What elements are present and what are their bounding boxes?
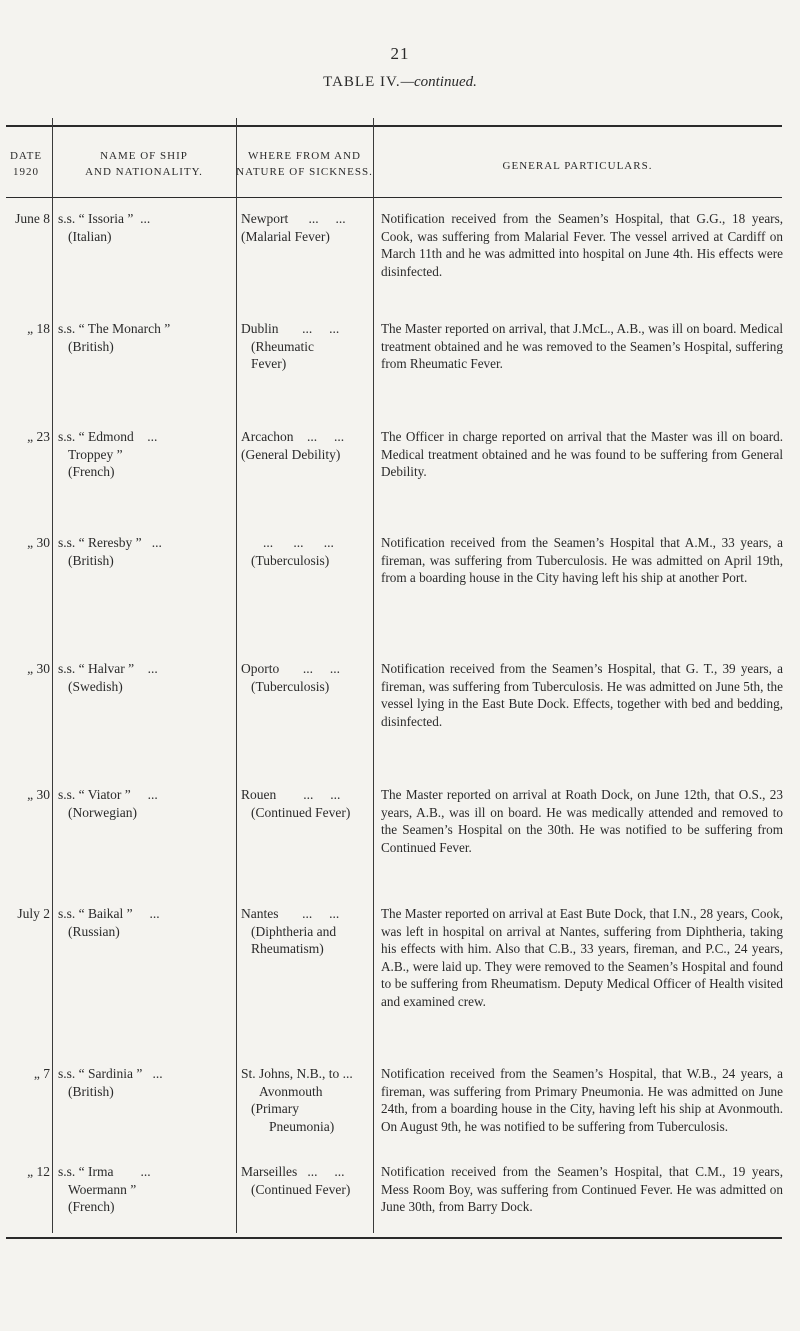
- header-ship: [52, 148, 236, 180]
- page-number: 21: [390, 44, 410, 63]
- sickness: (General Debility): [241, 446, 341, 462]
- header-date-line-2: 1920: [13, 166, 39, 178]
- where-to: Avonmouth: [259, 1083, 323, 1099]
- row-date: „ 23: [27, 429, 50, 444]
- row-particulars: Notification received from the Seamen’s Hospital, that C.M., 19 years, Mess Room Boy, was suffering from Continued Fever. He was admitted on June 30th, from Barry Dock.: [381, 1164, 783, 1214]
- sickness: (Continued Fever): [251, 804, 351, 820]
- row-date: „ 12: [27, 1164, 50, 1179]
- ship-name: s.s. “ The Monarch ”: [58, 321, 171, 336]
- sickness-cont: Pneumonia): [269, 1118, 335, 1134]
- sickness: (Rheumatic: [251, 338, 314, 354]
- where-from: ... ... ...: [263, 535, 334, 550]
- row-ship: [58, 1065, 234, 1100]
- row-ship: [58, 786, 234, 821]
- row-particulars: Notification received from the Seamen’s Hospital, that G. T., 39 years, a fireman, was suffering from Tuberculosis. He was admitted on June 5th, the vessel lying in the East Bute Dock. Effects, together with bed and bedding, disinfected.: [381, 661, 783, 729]
- row-where: [241, 1065, 371, 1135]
- row-particulars: Notification received from the Seamen’s Hospital, that G.G., 18 years, Cook, was suffering from Malarial Fever. The vessel arrived at Cardiff on March 11th and he was admitted into hospital on June 4th. His effects were disinfected.: [381, 211, 783, 279]
- ship-nationality: (French): [68, 464, 115, 479]
- ship-name: s.s. “ Issoria ” ...: [58, 211, 151, 226]
- row-date: „ 30: [27, 787, 50, 802]
- bottom-rule: [6, 1237, 782, 1239]
- row-date: June 8: [15, 211, 50, 226]
- where-from: Nantes ... ...: [241, 906, 340, 921]
- header-ship-line-1: NAME OF SHIP: [100, 150, 188, 162]
- column-divider-1: [52, 118, 53, 1233]
- where-from: Arcachon ... ...: [241, 429, 345, 444]
- row-date: „ 30: [27, 535, 50, 550]
- ship-name: s.s. “ Halvar ” ...: [58, 661, 158, 676]
- row-where: [241, 210, 371, 245]
- sickness: (Diphtheria and: [251, 923, 337, 939]
- row-ship: [58, 320, 234, 355]
- row-where: [241, 786, 371, 821]
- ship-name-cont: Woermann ”: [68, 1181, 137, 1197]
- header-where-line-1: WHERE FROM AND: [247, 150, 361, 162]
- ship-name-cont: Troppey ”: [68, 446, 123, 462]
- ship-nationality: (French): [68, 1199, 115, 1214]
- header-where-line-2: NATURE OF SICKNESS.: [236, 166, 373, 178]
- row-date: „ 18: [27, 321, 50, 336]
- row-particulars: Notification received from the Seamen’s Hospital that A.M., 33 years, a fireman, was suffering from Tuberculosis. He was admitted on April 19th, from a boarding house in the City having left his ship at another Port.: [381, 535, 783, 585]
- sickness: (Tuberculosis): [251, 552, 330, 568]
- ship-name: s.s. “ Edmond ...: [58, 429, 158, 444]
- column-divider-2: [236, 118, 237, 1233]
- where-from: Rouen ... ...: [241, 787, 341, 802]
- row-date: „ 30: [27, 661, 50, 676]
- table-title-text: TABLE IV.: [323, 74, 401, 90]
- ship-name: s.s. “ Viator ” ...: [58, 787, 158, 802]
- row-ship: [58, 210, 234, 245]
- sickness-cont: Rheumatism): [251, 941, 324, 956]
- row-particulars: The Master reported on arrival at Roath Dock, on June 12th, that O.S., 23 years, A.B., was ill on board. He was medically attended and removed to the Seamen’s Hospital on the 30th. He was notified to be suffering from Continued Fever.: [381, 787, 783, 855]
- ship-nationality: (British): [68, 338, 114, 354]
- where-from: Oporto ... ...: [241, 661, 340, 676]
- row-where: [241, 905, 371, 958]
- header-rule: [6, 197, 782, 198]
- where-from: Dublin ... ...: [241, 321, 340, 336]
- ship-nationality: (British): [68, 552, 114, 568]
- ship-nationality: (British): [68, 1083, 114, 1099]
- row-where: [241, 428, 371, 463]
- ship-nationality: (Italian): [68, 228, 112, 244]
- header-ship-line-2: AND NATIONALITY.: [85, 166, 203, 178]
- column-divider-3: [373, 118, 374, 1233]
- sickness: (Continued Fever): [251, 1181, 351, 1197]
- header-date-line-1: DATE: [9, 150, 43, 162]
- row-ship: [58, 534, 234, 569]
- row-particulars: Notification received from the Seamen’s Hospital, that W.B., 24 years, a fireman, was suffering from Primary Pneumonia. He was admitted on June 24th, from a boarding house in the City, having left his ship at Avonmouth. On August 9th, he was notified to be suffering from Tuberculosis.: [381, 1066, 783, 1134]
- header-date: [0, 148, 52, 180]
- where-from: Marseilles ... ...: [241, 1164, 345, 1179]
- ship-name: s.s. “ Irma ...: [58, 1164, 151, 1179]
- row-date: „ 7: [33, 1066, 50, 1081]
- ship-name: s.s. “ Reresby ” ...: [58, 535, 162, 550]
- row-date: July 2: [17, 906, 50, 921]
- row-ship: [58, 1163, 234, 1216]
- table-title-suffix: —continued.: [400, 74, 477, 90]
- row-where: [241, 1163, 371, 1198]
- top-rule: [6, 125, 782, 127]
- sickness-cont: Fever): [251, 356, 287, 371]
- where-from: St. Johns, N.B., to ...: [241, 1066, 353, 1081]
- row-where: [241, 660, 371, 695]
- sickness: (Malarial Fever): [241, 228, 330, 244]
- row-where: [241, 534, 371, 569]
- row-ship: [58, 660, 234, 695]
- header-where: [236, 148, 373, 180]
- ship-nationality: (Swedish): [68, 678, 123, 694]
- header-general: GENERAL PARTICULARS.: [502, 160, 653, 172]
- table-title: [0, 74, 800, 91]
- where-from: Newport ... ...: [241, 211, 346, 226]
- row-particulars: The Master reported on arrival, that J.McL., A.B., was ill on board. Medical treatment obtained and he was removed to the Seamen’s Hospital, suffering from Rheumatic Fever.: [381, 321, 783, 371]
- ship-name: s.s. “ Sardinia ” ...: [58, 1066, 163, 1081]
- row-particulars: The Officer in charge reported on arrival that the Master was ill on board. Medical treatment obtained and he was found to be suffering from General Debility.: [381, 429, 783, 479]
- row-where: [241, 320, 371, 373]
- row-ship: [58, 905, 234, 940]
- row-particulars: The Master reported on arrival at East Bute Dock, that I.N., 28 years, Cook, was left in hospital on arrival at Nantes, suffering from Diphtheria, taking his effects with him. Also that C.B., 33 years, fireman, and P.C., 24 years, A.B., were laid up. They were removed to the Seamen’s Hospital and found to be suffering from Rheumatism. Deputy Medical Officer of Health visited and examined crew.: [381, 906, 783, 1009]
- ship-name: s.s. “ Baikal ” ...: [58, 906, 160, 921]
- sickness: (Primary: [251, 1101, 299, 1116]
- ship-nationality: (Norwegian): [68, 804, 137, 820]
- sickness: (Tuberculosis): [251, 678, 330, 694]
- row-ship: [58, 428, 234, 481]
- ship-nationality: (Russian): [68, 923, 120, 939]
